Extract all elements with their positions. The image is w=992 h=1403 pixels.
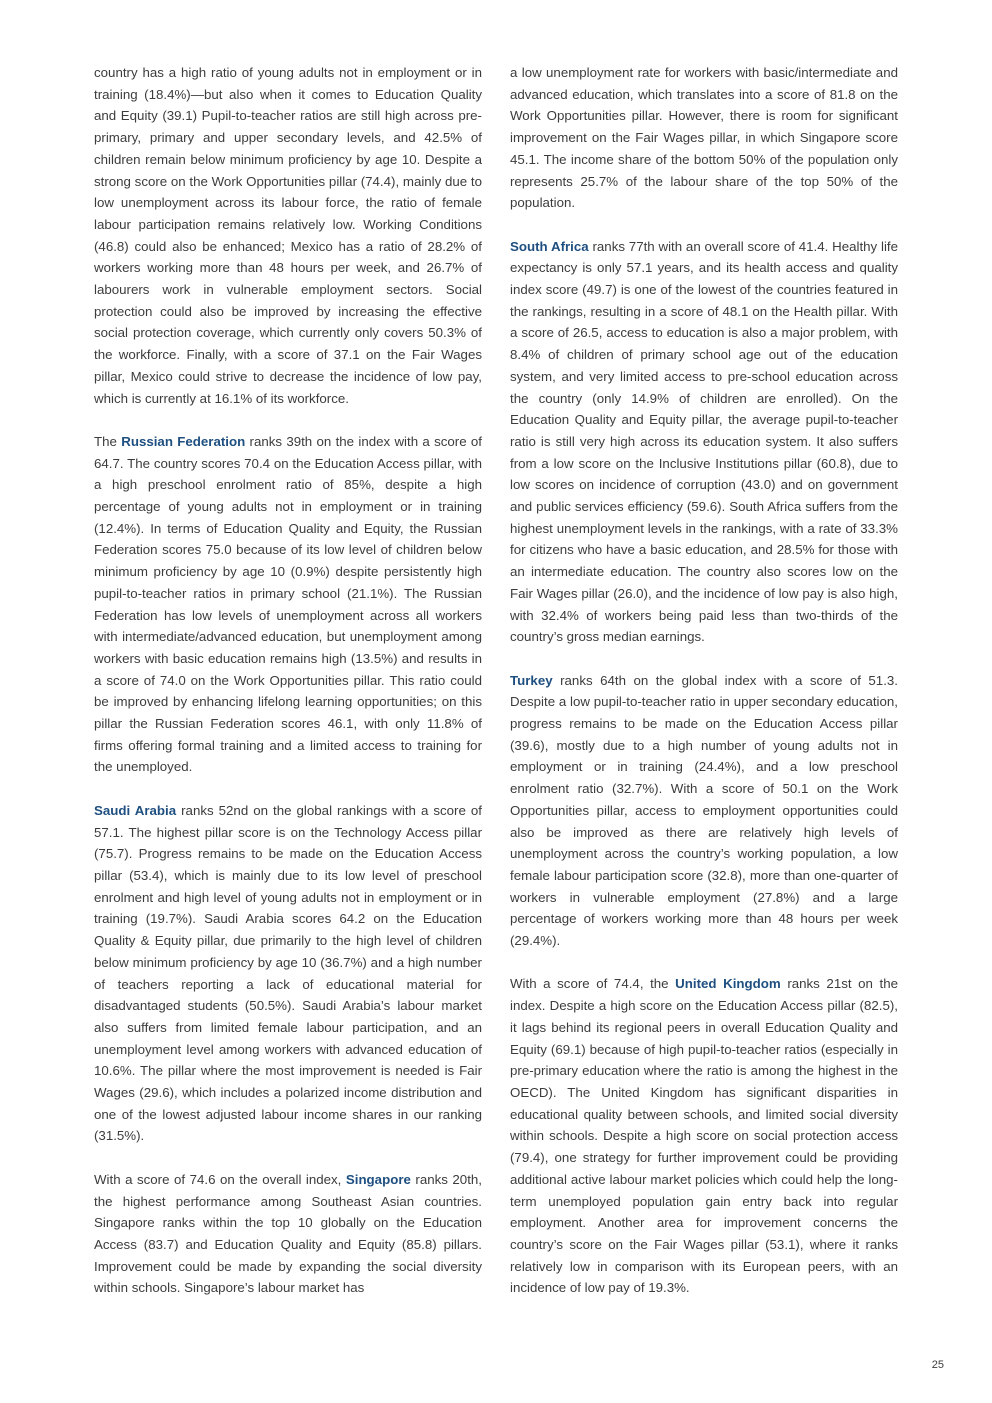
paragraph-turkey (510, 670, 898, 952)
paragraph-south-africa (510, 236, 898, 648)
uk-intro: With a score of 74.4, the (510, 976, 676, 992)
paragraph-singapore (94, 1169, 482, 1299)
paragraph-united-kingdom (510, 973, 898, 1299)
paragraph-russian-federation (94, 431, 482, 778)
country-name-russian-federation: Russian Federation (121, 433, 246, 449)
singapore-intro: With a score of 74.6 on the overall index, (94, 1171, 346, 1187)
russia-text: ranks 39th on the index with a score of 64.7. The country scores 70.4 on the Education Access pillar, with a high preschool enrolment ratio of 85%, despite a high percentage of young adults not in employment or in training (12.4%). In terms of Education Quality and Equity, the Russian Federation scores 75.0 because of its low level of children below minimum proficiency by age 10 (0.9%) despite persistently high pupil-to-teacher ratios in primary school (21.1%). The Russian Federation has low levels of unemployment across all workers with intermediate/advanced education, but unemployment among workers with basic education remains high (13.5%) and results in a score of 74.0 on the Work Opportunities pillar. This ratio could be improved by enhancing lifelong learning opportunities; on this pillar the Russian Federation scores 46.1, with only 11.8% of firms offering formal training and a limited access to training for the unemployed. (94, 433, 482, 775)
singapore-text-continued: a low unemployment rate for workers with basic/intermediate and advanced education, which translates into a score of 81.8 on the Work Opportunities pillar. However, there is room for significant improvement on the Fair Wages pillar, in which Singapore score 45.1. The income share of the bottom 50% of the population only represents 25.7% of the labour share of the top 50% of the population. (510, 65, 898, 211)
uk-text: ranks 21st on the index. Despite a high score on the Education Access pillar (82.5), it lags behind its regional peers in overall Education Quality and Equity (69.1) because of high pupil-to-teacher ratios (especially in pre-primary education where the ratio is among the highest in the OECD). The United Kingdom has significant disparities in educational quality between schools, and limited social diversity within schools. Despite a high score on social protection access (79.4), one strategy for further improvement could be providing additional active labour market policies which could help the long-term unemployed population gain entry back into regular employment. Another area for improvement concerns the country’s score on the Fair Wages pillar (53.1), where it ranks relatively low in comparison with its European peers, with an incidence of low pay of 19.3%. (510, 976, 898, 1296)
russia-intro: The (94, 433, 122, 449)
page-number: 25 (931, 1359, 944, 1371)
right-text-column (510, 62, 898, 1299)
country-name-saudi-arabia: Saudi Arabia (94, 802, 177, 818)
south-africa-text: ranks 77th with an overall score of 41.4. Healthy life expectancy is only 57.1 years, and its health access and quality index score (49.7) is one of the lowest of the countries featured in the rankings, resulting in a score of 48.1 on the Health pillar. With a score of 26.5, access to education is also a major problem, with 8.4% of children of primary school age out of the education system, and very limited access to pre-school education across the country (only 14.9% of children are enrolled). On the Education Quality and Equity pillar, the average pupil-to-teacher ratio is still very high across its education system. It also suffers from a low score on the Inclusive Institutions pillar (60.8), due to low scores on incidence of corruption (43.0) and on government and public services efficiency (59.6). South Africa suffers from the highest unemployment levels in the rankings, with a rate of 33.3% for citizens who have a basic education, and 28.5% for those with an intermediate education. The country also scores low on the Fair Wages pillar (26.0), and the incidence of low pay is also high, with 32.4% of workers being paid less than two-thirds of the country’s gross median earnings. (510, 238, 898, 645)
paragraph-mexico-continued (94, 62, 482, 409)
paragraph-singapore-continued (510, 62, 898, 214)
country-name-turkey: Turkey (510, 672, 553, 688)
paragraph-saudi-arabia (94, 800, 482, 1147)
singapore-text: ranks 20th, the highest performance among Southeast Asian countries. Singapore ranks within the top 10 globally on the Education Access (83.7) and Education Quality and Equity (85.8) pillars. Improvement could be made by expanding the social diversity within schools. Singapore’s labour market has (94, 1171, 482, 1296)
mexico-text: country has a high ratio of young adults not in employment or in training (18.4%)—but also when it comes to Education Quality and Equity (39.1) Pupil-to-teacher ratios are still high across pre-primary, primary and upper secondary levels, and 42.5% of children remain below minimum proficiency by age 10. Despite a strong score on the Work Opportunities pillar (74.4), mainly due to low unemployment across its labour force, the ratio of female labour participation remains relatively low. Working Conditions (46.8) could also be enhanced; Mexico has a ratio of 28.2% of workers working more than 48 hours per week, and 26.7% of labourers work in vulnerable employment sectors. Social protection could also be improved by increasing the effective social protection coverage, which currently only covers 50.3% of the workforce. Finally, with a score of 37.1 on the Fair Wages pillar, Mexico could strive to decrease the incidence of low pay, which is currently at 16.1% of its workforce. (94, 65, 482, 406)
left-text-column (94, 62, 482, 1299)
country-name-south-africa: South Africa (510, 238, 589, 254)
country-name-singapore: Singapore (345, 1171, 411, 1187)
turkey-text: ranks 64th on the global index with a score of 51.3. Despite a low pupil-to-teacher ratio in upper secondary education, progress remains to be made on the Education Access pillar (39.6), mostly due to a high number of young adults not in employment or in training (24.4%), and a low preschool enrolment ratio (32.7%). With a score of 50.1 on the Work Opportunities pillar, access to employment opportunities could also be improved as there are relatively high levels of unemployment across the country’s working population, a low female labour participation score (32.8), more than one-quarter of workers in vulnerable employment (27.8%) and a large percentage of workers working more than 48 hours per week (29.4%). (510, 672, 898, 949)
saudi-text: ranks 52nd on the global rankings with a score of 57.1. The highest pillar score is on the Technology Access pillar (75.7). Progress remains to be made on the Education Access pillar (53.4), which is mainly due to its low level of preschool enrolment and high level of young adults not in employment or in training (19.7%). Saudi Arabia scores 64.2 on the Education Quality & Equity pillar, due primarily to the high level of children below minimum proficiency by age 10 (36.7%) and a high number of teachers reporting a lack of educational material for disadvantaged students (50.5%). Saudi Arabia’s labour market also suffers from limited female labour participation, and an unemployment level among workers with advanced education of 10.6%. The pillar where the most improvement is needed is Fair Wages (29.6), which includes a polarized income distribution and one of the lowest adjusted labour income shares in our ranking (31.5%). (94, 802, 482, 1144)
country-name-united-kingdom: United Kingdom (675, 976, 781, 992)
